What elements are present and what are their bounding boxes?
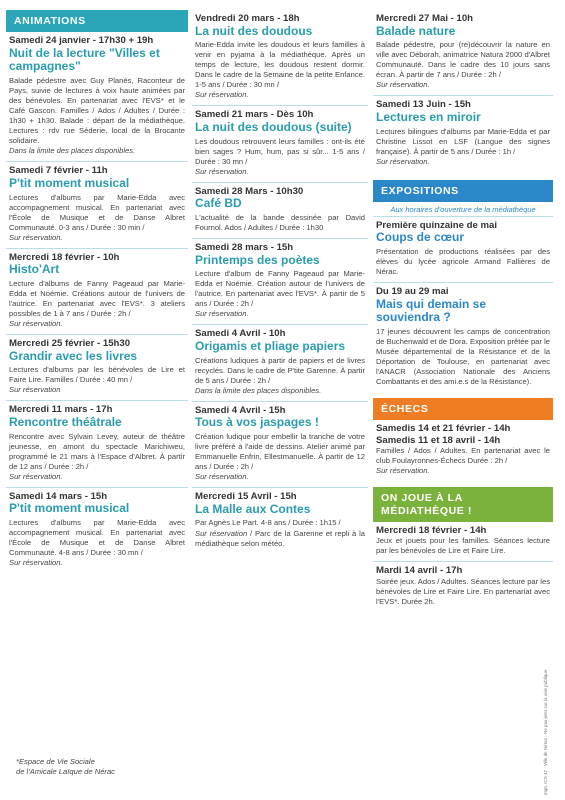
event-card — [6, 162, 188, 248]
event-card — [192, 183, 368, 239]
event-description: Lectures d'albums par Marie-Edda avec accompagnement musical. En partenariat avec l'École de Musique et de Danse Albret Communauté. 4-8 ans / Durée : 30 mn / Sur réservation. — [9, 518, 185, 568]
event-title: Histo'Art — [9, 262, 60, 277]
event-date: Samedi 13 Juin - 15h — [376, 99, 471, 111]
event-title: P'tit moment musical — [9, 501, 130, 516]
event-date: Samedi 21 mars - Dès 10h — [195, 109, 314, 121]
event-date: Samedi 24 janvier - 17h30 + 19h — [9, 35, 154, 47]
event-card — [192, 325, 368, 401]
event-note: Sur réservation. — [195, 166, 249, 176]
column-2 — [192, 10, 368, 554]
event-date: Samedi 4 Avril - 15h — [195, 404, 286, 416]
event-note: Sur réservation. — [195, 90, 249, 100]
chess-date: Samedis 11 et 18 avril - 14h — [376, 434, 501, 446]
event-description: Rencontre avec Sylvain Levey, auteur de théâtre jeunesse, en amont du spectacle Marichiweu, programmé le 21 mars à l'Espace d'Albret. À partir de 12 ans / Durée : 2h / Sur réservation. — [9, 431, 185, 481]
event-card — [192, 10, 368, 106]
column-1 — [6, 10, 188, 573]
event-title: P'tit moment musical — [9, 175, 130, 190]
event-description: Lecture d'album de Fanny Pageaud par Marie-Edda et Noémie. Création autour de l'univers de l'autrice. En partenariat avec l'EVS*. À partir de 5 ans / Durée : 2h / Sur réservation. — [195, 269, 365, 319]
game-session-card — [373, 562, 553, 612]
footnote-line: de l'Amicale Laïque de Nérac — [16, 767, 115, 777]
event-note: Sur réservation. — [195, 472, 249, 482]
event-date: Samedi 4 Avril - 10h — [195, 328, 286, 340]
event-description: Balade pédestre avec Guy Planès, Raconteur de Pays, suivie de lectures à voix haute animées par des bénévoles. En partenariat avec l'EVS* et le Café Gascon. Familles / Ados / Adultes / Durée : 1h30 + 1h30. Balade : départ de la médiathèque. Lectures : rdv rue Séderie, local de la Brocante solidaire. Dans la limite des places disponibles. — [9, 76, 185, 156]
game-session-description: Jeux et jouets pour les familles. Séances lecture par les bénévoles de Lire et Faire Lire. — [376, 536, 550, 556]
exhibition-card — [373, 217, 553, 283]
footnote-line: *Espace de Vie Sociale — [16, 757, 95, 766]
event-title: Tous à vos jaspages ! — [195, 415, 319, 430]
event-note: Sur réservation. — [376, 466, 430, 476]
column-3 — [373, 10, 553, 612]
event-title: Lectures en miroir — [376, 109, 481, 124]
event-description: Lecture d'albums de Fanny Pageaud par Marie-Edda et Noémie. Créations autour de l'univers de l'autrice. En partenariat avec l'EVS*. 3 ateliers possibles de 1 à 7 ans / Durée : 2h / Sur réservation. — [9, 278, 185, 329]
expositions-subtitle: Aux horaires d'ouverture de la médiathèque — [373, 202, 553, 217]
exhibition-description: 17 jeunes découvrent les camps de concentration de Buchenwald et de Dora. Exposition prêtée par le Musée départemental de la Résistance et de la Déportation de Toulouse, en partenariat avec l'ANACR (Association Nationale des Anciens Combattants et des ami.e.s de la Résistance). — [376, 327, 550, 387]
event-title: Grandir avec les livres — [9, 348, 138, 363]
event-card — [6, 488, 188, 573]
game-session-date: Mardi 14 avril - 17h — [376, 565, 463, 577]
event-date: Samedi 28 mars - 15h — [195, 242, 294, 254]
game-session-date: Mercredi 18 février - 14h — [376, 524, 487, 536]
event-note: Dans la limite des places disponibles. — [195, 385, 322, 395]
event-description: Créations ludiques à partir de papiers et de livres recyclés. Dans le cadre de P'tite Garenne. À partir de 5 ans / Durée : 2h / Dans la limite des places disponibles. — [195, 355, 365, 395]
event-card — [373, 10, 553, 96]
event-date: Mercredi 11 mars - 17h — [9, 404, 113, 416]
event-note: Sur réservation — [9, 385, 61, 395]
event-title: La nuit des doudous (suite) — [195, 119, 352, 134]
event-note: Sur réservation. — [195, 309, 249, 319]
event-card — [6, 32, 188, 162]
event-card — [373, 96, 553, 171]
event-card — [192, 239, 368, 325]
event-title: La nuit des doudous — [195, 23, 313, 38]
game-session-description: Soirée jeux. Ados / Adultes. Séances lecture par les bénévoles de Lire et Faire Lire. En partenariat avec l'EVS*. Durée 2h. — [376, 576, 550, 606]
event-title: Rencontre théâtrale — [9, 414, 122, 429]
event-description: Les doudous retrouvent leurs familles : ont-ils été bien sages ? Hum, hum, pas si sûr... 1-5 ans / Durée : 30 mn / Sur réservation. — [195, 136, 365, 176]
section-echecs-banner: ÉCHECS — [373, 398, 553, 420]
event-note: Dans la limite des places disponibles. — [9, 146, 136, 156]
event-title: Printemps des poètes — [195, 252, 320, 267]
event-card — [6, 335, 188, 401]
game-session-card — [373, 522, 553, 563]
section-animations-banner: ANIMATIONS — [6, 10, 188, 32]
event-date: Samedi 28 Mars - 10h30 — [195, 185, 304, 197]
event-card — [192, 106, 368, 182]
event-description: Marie-Edda invite les doudous et leurs familles à venir en pyjama à la médiathèque. Après un temps de lecture, les doudous restent dormir. Dans le cadre de la Semaine de la petite Enfance. 1-5 ans / Durée : 30 mn / Sur réservation. — [195, 40, 365, 100]
event-note: Sur réservation. — [9, 471, 63, 481]
exhibition-description: Présentation de productions réalisées par des élèves du lycée agricole Armand Fallières de Nérac. — [376, 247, 550, 277]
event-description: Création ludique pour embellir la tranche de votre livre préféré à l'aide de dessins. Atelier animé par Emmanuelle Enfrin, Ellestmanuelle. À partir de 12 ans / Durée : 2h / Sur réservation. — [195, 432, 365, 482]
event-card — [6, 401, 188, 487]
event-description: Balade pédestre, pour (re)découvrir la nature en ville avec Déborah, animatrice Natura 2000 d'Albret Communauté. Dans le cadre des 10 jours sans écran. À partir de 7 ans / Durée : 2h / Sur réservation. — [376, 40, 550, 90]
event-title: Origamis et pliage papiers — [195, 338, 346, 353]
exhibition-title: Mais qui demain se souviendra ? — [376, 296, 487, 325]
event-date: Samedi 7 février - 11h — [9, 165, 108, 177]
event-title: Nuit de la lecture "Villes et campagnes" — [9, 45, 160, 74]
event-description: Lectures d'albums par Marie-Edda avec accompagnement musical. En partenariat avec l'École de Musique et de Danse Albret Communauté. 0-3 ans / Durée : 30 min / Sur réservation. — [9, 192, 185, 242]
event-date: Vendredi 20 mars - 18h — [195, 13, 300, 24]
event-card — [6, 249, 188, 335]
event-date: Mercredi 27 Mai - 10h — [376, 13, 474, 24]
print-credits: Impr. ICS 47 - Ville de Nérac - Ne pas jeter sur la voie publique — [543, 669, 548, 795]
event-date: Samedi 14 mars - 15h — [9, 490, 108, 502]
exhibition-date: Première quinzaine de mai — [376, 219, 498, 231]
event-date: Mercredi 18 février - 10h — [9, 251, 120, 263]
event-description: Lectures d'albums par les bénévoles de Lire et Faire Lire. Familles / Durée : 40 mn / Sur réservation — [9, 365, 185, 395]
event-date: Mercredi 25 février - 15h30 — [9, 338, 131, 350]
event-description: Lectures bilingues d'albums par Marie-Edda et par Christine Lissot en LSF (Langue des signes française). À partir de 5 ans / Durée : 1h / Sur réservation. — [376, 126, 550, 166]
event-description: L'actualité de la bande dessinée par David Fournol. Ados / Adultes / Durée : 1h30 — [195, 213, 365, 233]
event-note: Sur réservation. — [9, 232, 63, 242]
event-card — [192, 402, 368, 488]
exhibition-title: Coups de cœur — [376, 230, 465, 245]
event-date: Mercredi 15 Avril - 15h — [195, 491, 297, 503]
event-title: Balade nature — [376, 23, 456, 38]
exhibition-card — [373, 283, 553, 392]
exhibition-date: Du 19 au 29 mai — [376, 286, 449, 298]
event-description: Par Agnès Le Part. 4-8 ans / Durée : 1h15 / Sur réservation / Parc de la Garenne et repli à la médiathèque selon météo. — [195, 518, 365, 548]
event-note: Sur réservation. — [376, 156, 430, 166]
chess-date: Samedis 14 et 21 février - 14h — [376, 423, 511, 435]
chess-description: Familles / Ados / Adultes. En partenariat avec le club Foulayronnes-Échecs Durée : 2h / Sur réservation. — [376, 446, 550, 476]
event-note: Sur réservation. — [9, 558, 63, 568]
section-on-joue-banner: ON JOUE À LA MÉDIATHÈQUE ! — [373, 487, 553, 521]
chess-card — [373, 420, 553, 481]
event-note: Sur réservation. — [9, 319, 63, 329]
event-note: Sur réservation — [195, 528, 248, 538]
event-card — [192, 488, 368, 553]
section-expositions-banner: EXPOSITIONS — [373, 180, 553, 202]
event-title: Café BD — [195, 196, 242, 211]
event-title: La Malle aux Contes — [195, 501, 311, 516]
footnote — [16, 757, 115, 778]
event-note: Sur réservation. — [376, 80, 430, 90]
